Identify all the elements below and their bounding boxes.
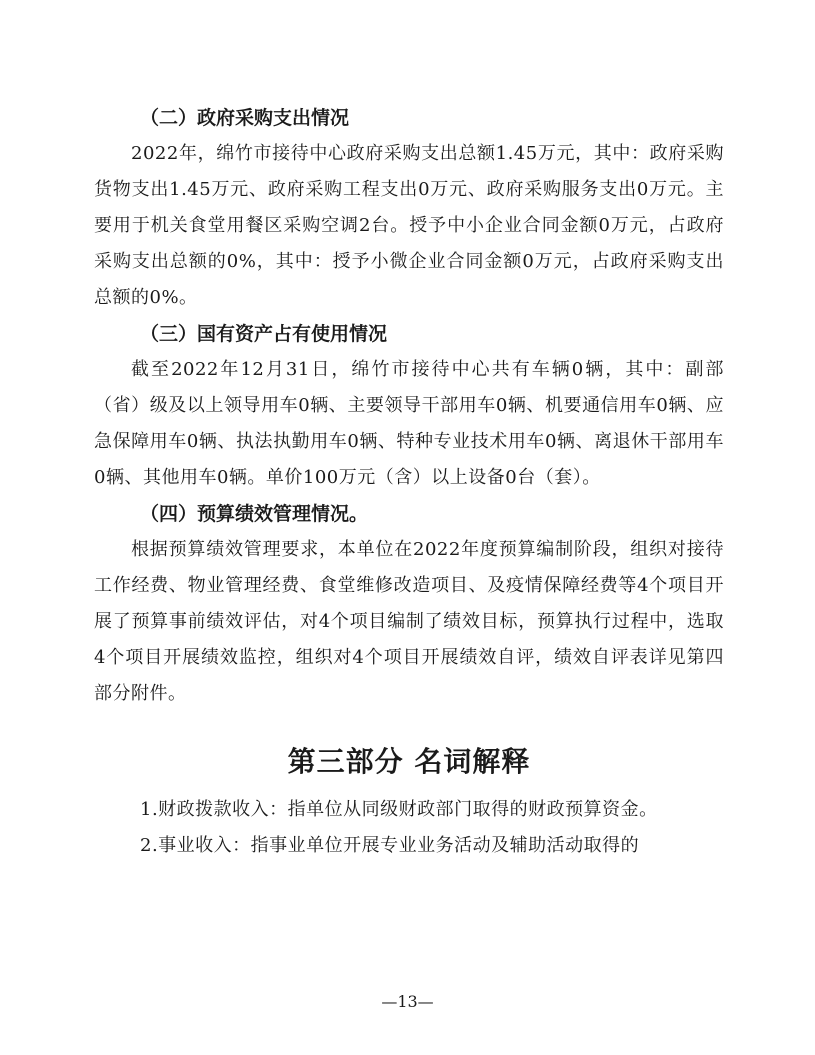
term-item-fiscal-allocation: 1.财政拨款收入：指单位从同级财政部门取得的财政预算资金。 — [140, 799, 658, 820]
page-content — [94, 100, 724, 864]
section-paragraph-state-assets: 截至2022年12月31日，绵竹市接待中心共有车辆0辆，其中：副部（省）级及以上领导用车0辆、主要领导干部用车0辆、机要通信用车0辆、应急保障用车0辆、执法执勤用车0辆、特种专业技术用车0辆、离退休干部用车0辆、其他用车0辆。单价100万元（含）以上设备0台（套）。 — [94, 359, 724, 488]
section-heading-performance: （四）预算绩效管理情况。 — [140, 503, 369, 525]
term-item-business-income: 2.事业收入：指事业单位开展专业业务活动及辅助活动取得的 — [140, 835, 640, 856]
part-title: 第三部分 名词解释 — [287, 745, 531, 778]
section-heading-procurement: （二）政府采购支出情况 — [140, 107, 350, 129]
section-heading-state-assets: （三）国有资产占有使用情况 — [140, 323, 388, 345]
page-number: —13— — [381, 992, 434, 1011]
section-paragraph-procurement: 2022年，绵竹市接待中心政府采购支出总额1.45万元，其中：政府采购货物支出1.45万元、政府采购工程支出0万元、政府采购服务支出0万元。主要用于机关食堂用餐区采购空调2台。授予中小企业合同金额0万元，占政府采购支出总额的0%，其中：授予小微企业合同金额0万元，占政府采购支出总额的0%。 — [94, 143, 724, 308]
section-paragraph-performance: 根据预算绩效管理要求，本单位在2022年度预算编制阶段，组织对接待工作经费、物业管理经费、食堂维修改造项目、及疫情保障经费等4个项目开展了预算事前绩效评估，对4个项目编制了绩效目标，预算执行过程中，选取4个项目开展绩效监控，组织对4个项目开展绩效自评，绩效自评表详见第四部分附件。 — [94, 539, 724, 704]
